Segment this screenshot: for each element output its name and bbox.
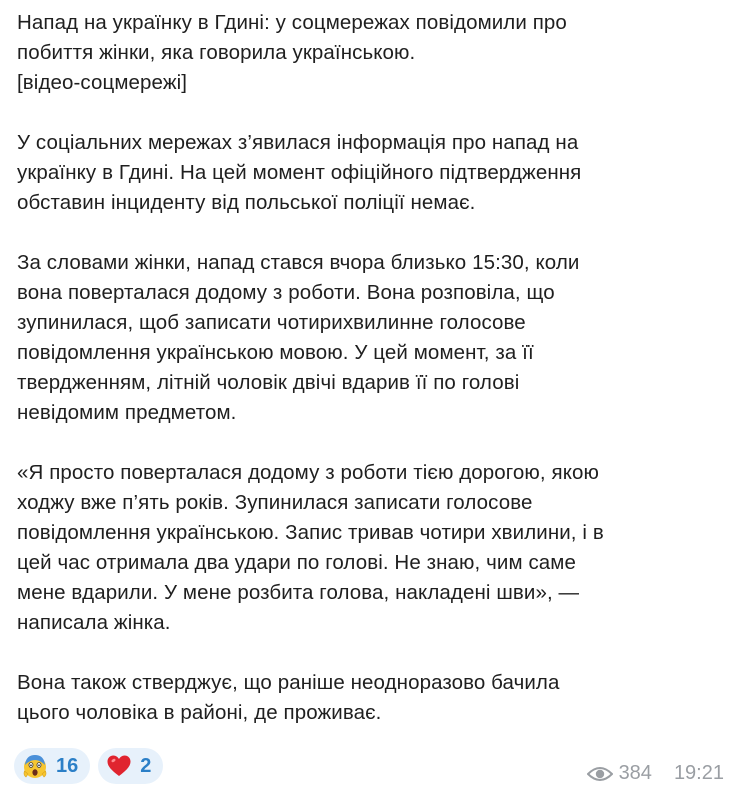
eye-icon [587, 765, 613, 783]
message-paragraph: У соціальних мережах з’явилася інформація про напад на українку в Гдині. На цей момент офіційного підтвердження обставин інциденту від польської поліції немає. [17, 131, 582, 214]
message-time: 19:21 [673, 762, 724, 784]
reaction-count: 2 [140, 754, 152, 777]
message-paragraph: За словами жінки, напад стався вчора близько 15:30, коли вона поверталася додому з роботи. Вона розповіла, що зупинилася, щоб записати чотирихвилинне голосове повідомлення українською мовою. У цей момент, за її твердженням, літній чоловік двічі вдарив її по голові невідомим предметом. [17, 251, 580, 424]
message-paragraph-quote: «Я просто поверталася додому з роботи тією дорогою, якою ходжу вже п’ять років. Зупинилася записати голосове повідомлення українською. Запис тривав чотири хвилини, і в цей час отримала два удари по голові. Не знаю, чим саме мене вдарили. У мене розбита голова, накладені шви», — написала жінка. [17, 461, 604, 634]
screaming-face-icon [22, 753, 48, 779]
message-meta [587, 762, 724, 785]
message-paragraph: Вона також стверджує, що раніше неодноразово бачила цього чоловіка в районі, де проживає. [17, 671, 560, 724]
message-paragraph-headline: Напад на українку в Гдині: у соцмережах повідомили про побиття жінки, яка говорила українською. [відео-соцмережі] [17, 11, 567, 94]
view-count: 384 [618, 762, 652, 784]
reaction-screaming-face[interactable] [14, 748, 90, 784]
reactions-bar [14, 748, 163, 784]
message-text [17, 8, 729, 728]
reaction-count: 16 [56, 754, 79, 777]
red-heart-icon [106, 753, 132, 779]
reaction-red-heart[interactable] [98, 748, 163, 784]
